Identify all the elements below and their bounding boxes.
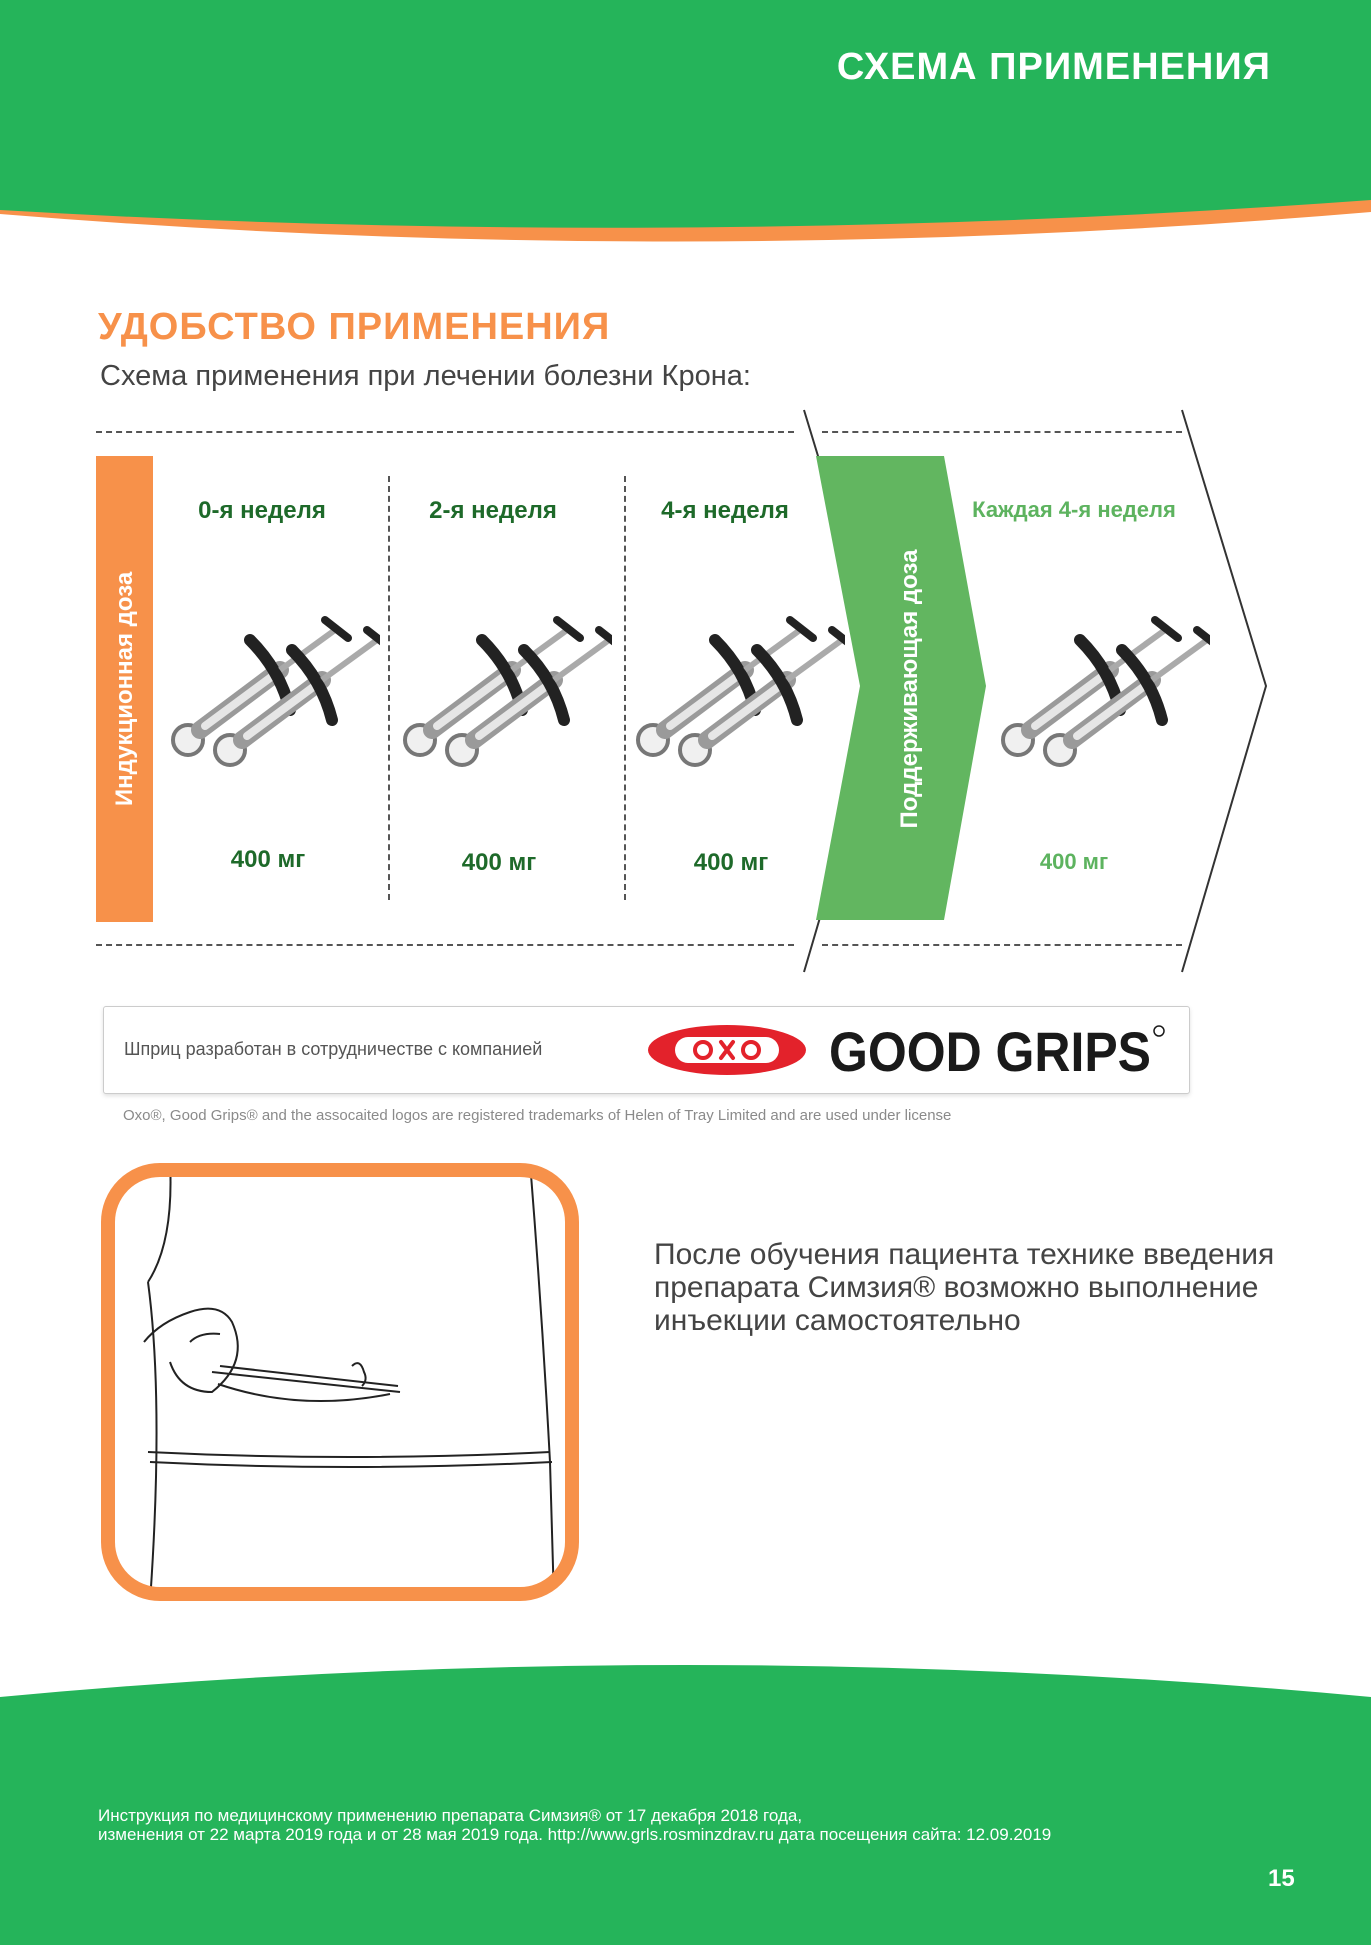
scheme-top-divider bbox=[96, 431, 794, 433]
good-grips-logo bbox=[829, 1017, 1169, 1083]
maintenance-dose-label: Поддерживающая доза bbox=[896, 549, 923, 829]
header-title: СХЕМА ПРИМЕНЕНИЯ bbox=[836, 46, 1271, 88]
footer-reference-line: изменения от 22 марта 2019 года и от 28 мая 2019 года. http://www.grls.rosminzdrav.ru дата посещения сайта: 12.09.2019 bbox=[98, 1825, 1052, 1844]
footer-reference-line: Инструкция по медицинскому применению препарата Симзия® от 17 декабря 2018 года, bbox=[98, 1806, 803, 1825]
week-label-every-4: Каждая 4-я неделя bbox=[972, 497, 1176, 522]
column-divider bbox=[388, 476, 390, 900]
induction-dose-label: Индукционная доза bbox=[110, 571, 138, 807]
page-number: 15 bbox=[1268, 1865, 1295, 1892]
dose-label-every-4: 400 мг bbox=[1039, 849, 1109, 874]
week-label-2: 2-я неделя bbox=[429, 497, 557, 524]
self-injection-text: После обучения пациента технике введения препарата Симзия® возможно выполнение инъекции самостоятельно bbox=[654, 1238, 1275, 1337]
svg-text:GOOD GRIPS: GOOD GRIPS bbox=[829, 1020, 1151, 1083]
trademark-note: Oxo®, Good Grips® and the assocaited logos are registered trademarks of Helen of Tray Limited and are used under license bbox=[123, 1107, 952, 1124]
partner-text: Шприц разработан в сотрудничестве с компанией bbox=[124, 1039, 543, 1059]
syringe-pair-icon bbox=[625, 600, 845, 770]
syringe-pair-icon bbox=[990, 600, 1210, 770]
section-title: УДОБСТВО ПРИМЕНЕНИЯ bbox=[98, 306, 611, 348]
syringe-pair-icon bbox=[160, 600, 380, 770]
dose-label-2: 400 мг bbox=[461, 849, 537, 876]
dose-label-4: 400 мг bbox=[693, 849, 769, 876]
dose-label-0: 400 мг bbox=[230, 846, 306, 873]
footer-reference bbox=[98, 1806, 1051, 1844]
header-band bbox=[0, 0, 1371, 280]
oxo-logo bbox=[647, 1024, 807, 1076]
syringe-pair-icon bbox=[392, 600, 612, 770]
self-injection-illustration bbox=[100, 1162, 580, 1602]
partner-box bbox=[103, 1006, 1190, 1094]
scheme-bottom-divider bbox=[96, 944, 794, 946]
section-subtitle: Схема применения при лечении болезни Крона: bbox=[100, 360, 751, 392]
footer-band bbox=[0, 1655, 1371, 1945]
week-label-0: 0-я неделя bbox=[198, 497, 326, 524]
week-label-4: 4-я неделя bbox=[661, 497, 789, 524]
